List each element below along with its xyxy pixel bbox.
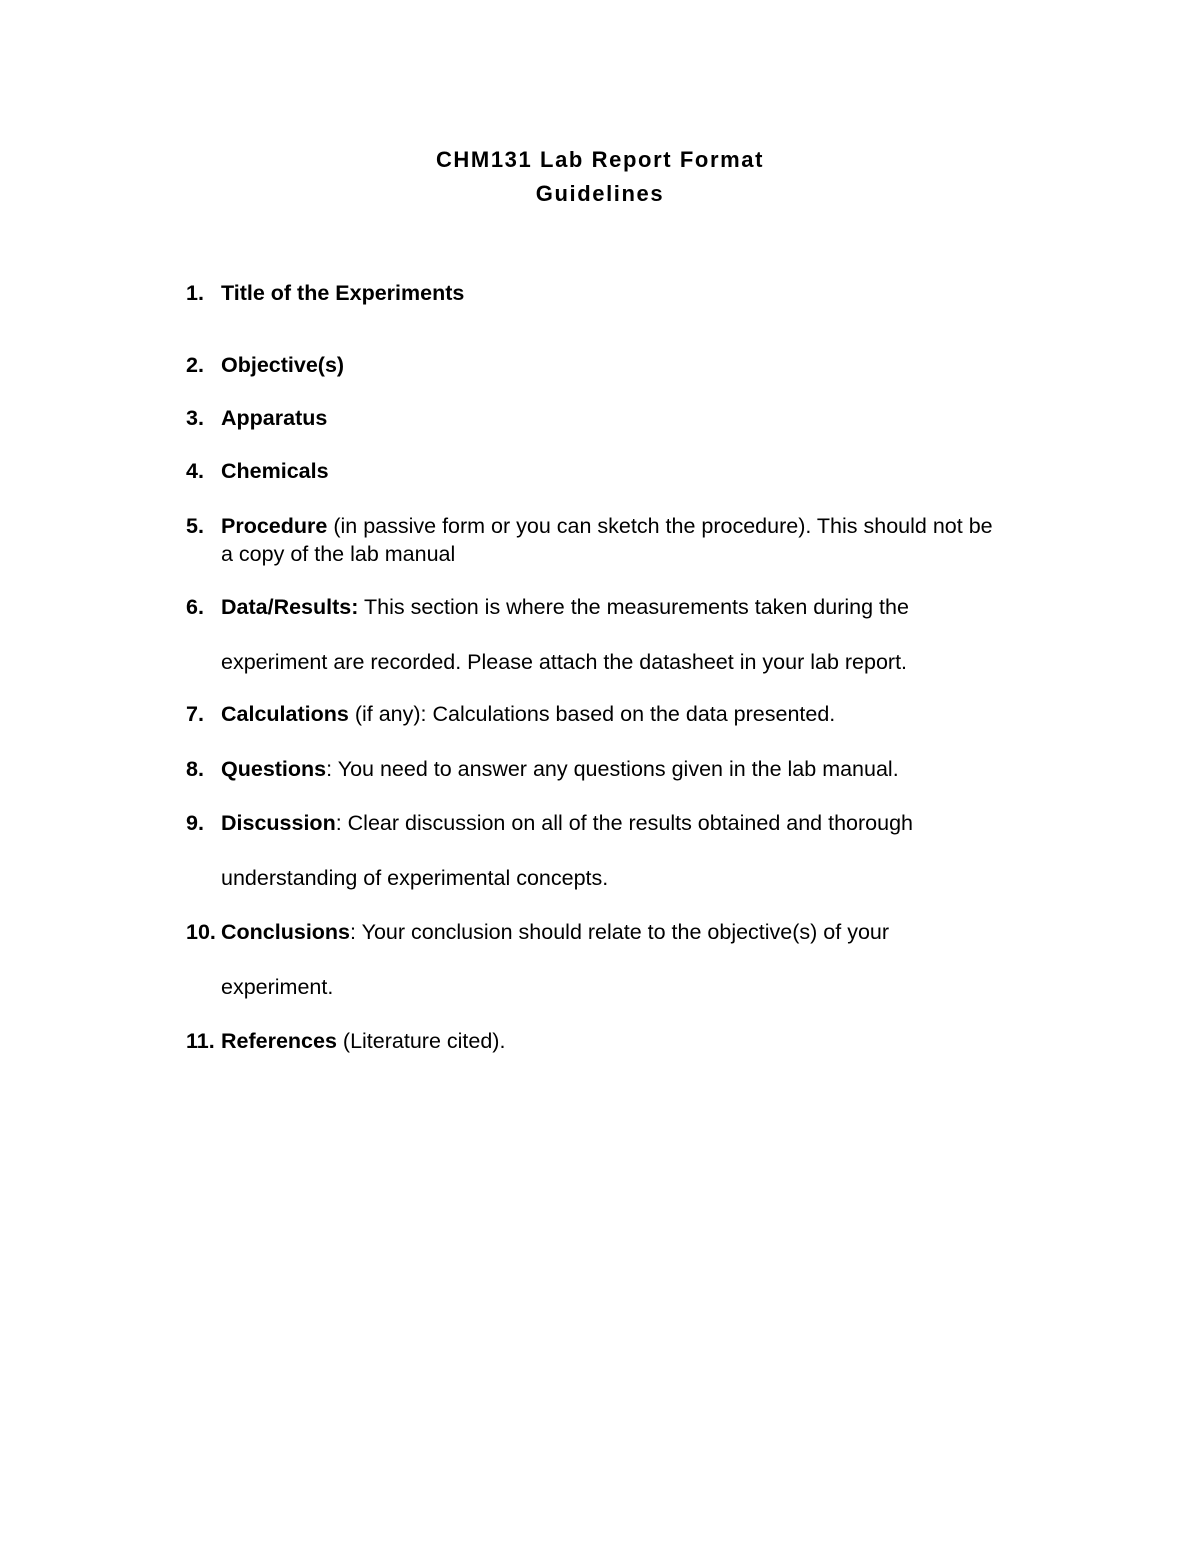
item-description: (Literature cited). [336,1029,506,1053]
item-number: 4. [186,459,204,483]
item-label: Title of the Experiments [221,281,465,305]
item-description-continued: a copy of the lab manual [221,542,456,566]
item-description: : Your conclusion should relate to the objective(s) of your [350,920,890,944]
item-label: Conclusions [221,920,351,944]
item-description-continued: experiment are recorded. Please attach the datasheet in your lab report. [221,650,908,674]
item-description: (in passive form or you can sketch the procedure). This should not be [327,514,993,538]
title-line-1: CHM131 Lab Report Format [435,147,765,172]
item-label: References [221,1029,337,1053]
title-line-2: Guidelines [535,181,665,206]
item-number: 10. [186,920,216,944]
document-title [0,143,1200,211]
item-number: 11. [186,1029,215,1053]
item-number: 8. [186,757,204,781]
item-number: 9. [186,811,204,835]
item-label: Chemicals [221,459,329,483]
item-label: Objective(s) [221,353,345,377]
item-description-continued: experiment. [221,975,334,999]
item-label: Procedure [221,514,328,538]
item-description-continued: understanding of experimental concepts. [221,866,609,890]
item-label: Calculations [221,702,349,726]
item-label: Apparatus [221,406,328,430]
item-label: Discussion [221,811,336,835]
item-description: : You need to answer any questions given in the lab manual. [326,757,899,781]
item-description: : Clear discussion on all of the results obtained and thorough [335,811,913,835]
item-number: 2. [186,353,204,377]
item-number: 5. [186,514,204,538]
item-label: Data/Results: [221,595,359,619]
item-number: 3. [186,406,204,430]
item-description: This section is where the measurements taken during the [358,595,909,619]
item-label: Questions [221,757,327,781]
item-number: 1. [186,281,204,305]
item-description: (if any): Calculations based on the data presented. [348,702,836,726]
item-number: 7. [186,702,204,726]
item-number: 6. [186,595,204,619]
